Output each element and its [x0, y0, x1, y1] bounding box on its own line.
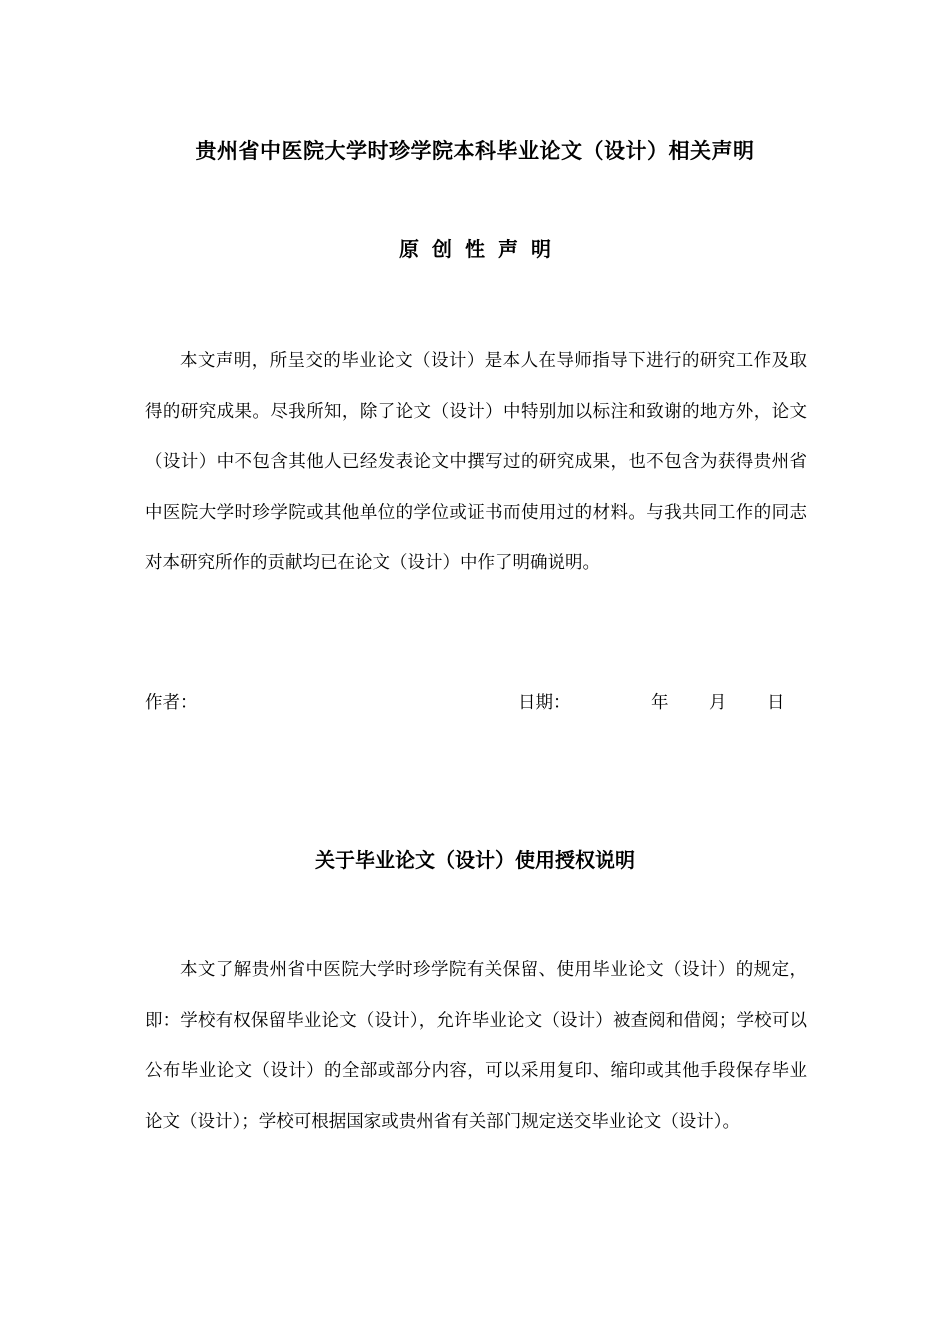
signature-row — [145, 688, 807, 718]
authorization-heading: 关于毕业论文（设计）使用授权说明 — [315, 848, 635, 872]
author-label: 作者： — [145, 693, 198, 713]
authorization-statement: 本文了解贵州省中医院大学时珍学院有关保留、使用毕业论文（设计）的规定，即：学校有权保留毕业论文（设计），允许毕业论文（设计）被查阅和借阅；学校可以公布毕业论文（设计）的全部或部分内容，可以采用复印、缩印或其他手段保存毕业论文（设计）；学校可根据国家或贵州省有关部门规定送交毕业论文（设计）。 — [145, 960, 807, 1132]
day-label: 日 — [767, 693, 785, 713]
month-label: 月 — [709, 693, 727, 713]
date-label: 日期： — [518, 693, 571, 713]
document-title: 贵州省中医院大学时珍学院本科毕业论文（设计）相关声明 — [195, 139, 755, 163]
originality-heading: 原创性声明 — [399, 237, 564, 261]
year-label: 年 — [651, 693, 669, 713]
originality-statement: 本文声明，所呈交的毕业论文（设计）是本人在导师指导下进行的研究工作及取得的研究成果。尽我所知，除了论文（设计）中特别加以标注和致谢的地方外，论文（设计）中不包含其他人已经发表论文中撰写过的研究成果，也不包含为获得贵州省中医院大学时珍学院或其他单位的学位或证书而使用过的材料。与我共同工作的同志对本研究所作的贡献均已在论文（设计）中作了明确说明。 — [145, 351, 807, 573]
